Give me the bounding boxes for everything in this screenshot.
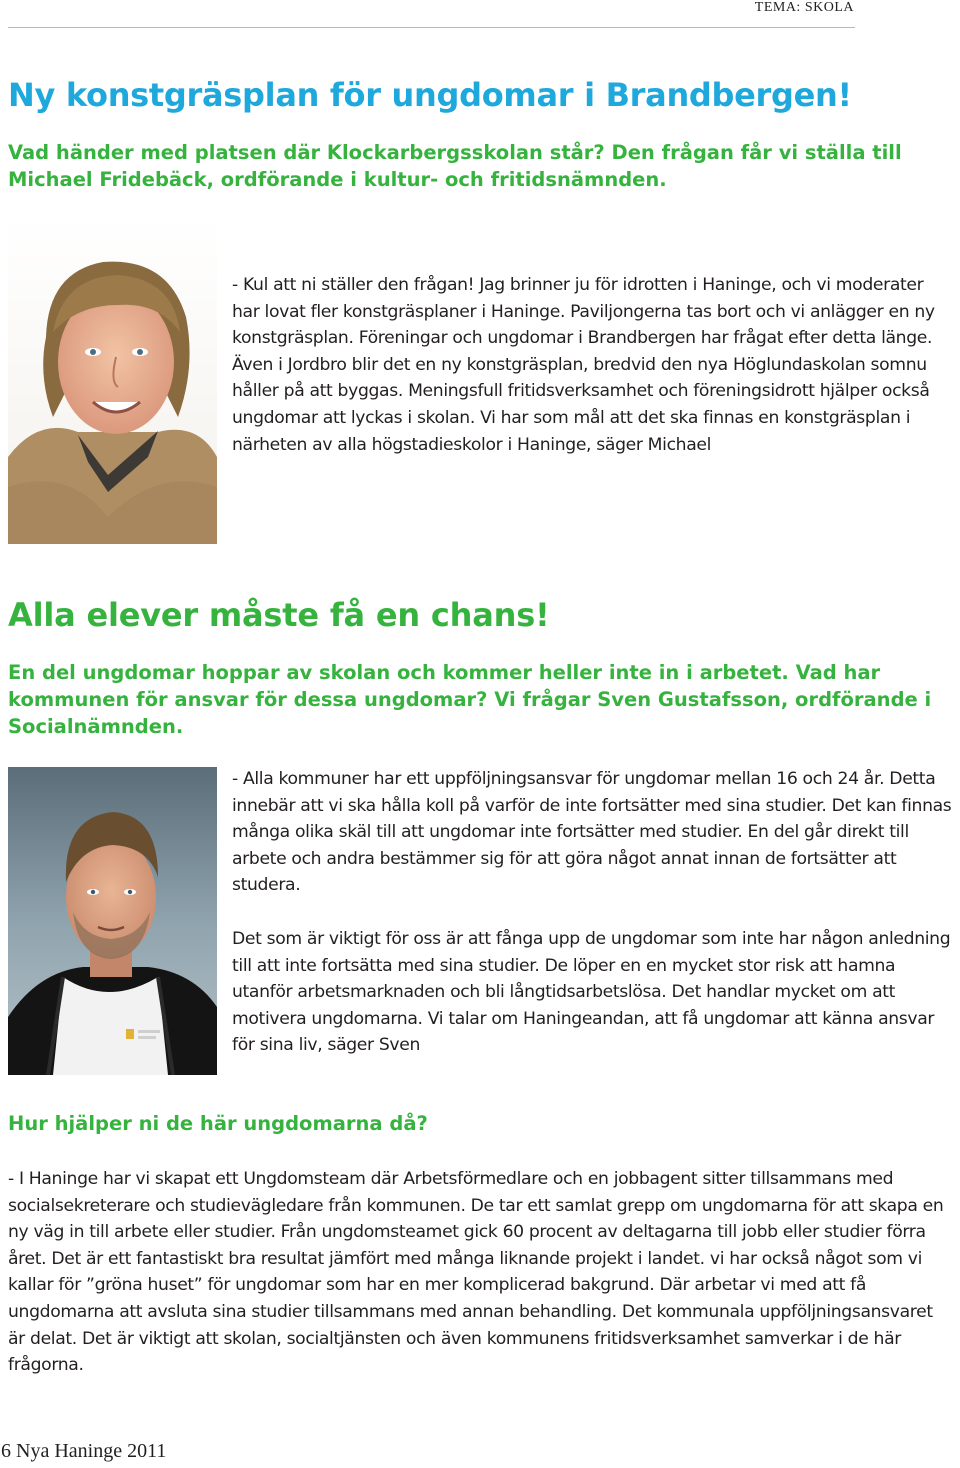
article-2-subheading: Hur hjälper ni de här ungdomarna då?	[8, 1112, 428, 1135]
article-2-body-paragraph-2: Det som är viktigt för oss är att fånga upp de ungdomar som inte har någon anledning till att inte fortsätta med sina studier. De löper en en mycket stor risk att hamna utanför arbetsmarknaden och bli långtidsarbetslösa. Det handlar mycket om att motivera ungdomarna. Vi talar om Haningeandan, att få ungdomar att känna ansvar för sina liv, säger Sven	[232, 929, 951, 1056]
article-title: Ny konstgräsplan för ungdomar i Brandbergen!	[8, 76, 852, 114]
article-2-body-paragraph-1: - Alla kommuner har ett uppföljningsansvar för ungdomar mellan 16 och 24 år. Detta innebär att vi ska hålla koll på varför de inte fortsätter med sina studier. Det kan finnas många olika skäl till att ungdomar inte fortsätter med studier. En del går direkt till arbete och andra bestämmer sig för att göra något annat innan de fortsätter att studera.	[232, 769, 952, 896]
article-2-lead: En del ungdomar hoppar av skolan och kommer heller inte in i arbetet. Vad har kommunen för ansvar för dessa ungdomar? Vi frågar Sven Gustafsson, ordförande i Socialnämnden.	[8, 661, 932, 738]
portrait-photo-2	[8, 767, 217, 1075]
portrait-sven-gustafsson	[8, 767, 217, 1075]
portrait-michael-fridebeck	[8, 217, 217, 544]
section-tag: TEMA: SKOLA	[754, 0, 854, 15]
article-lead: Vad händer med platsen där Klockarbergsskolan står? Den frågan får vi ställa till Michael Fridebäck, ordförande i kultur- och fritidsnämnden.	[8, 141, 902, 191]
article-2-title: Alla elever måste få en chans!	[8, 596, 550, 634]
header-divider	[8, 27, 855, 28]
article-2-body-paragraph-3: - I Haninge har vi skapat ett Ungdomsteam där Arbetsförmedlare och en jobbagent sitter tillsammans med socialsekreterare och studievägledare från kommunen. De tar ett samlat grepp om ungdomarna för att skapa en ny väg in till arbete eller studier. Från ungdomsteamet gick 60 procent av deltagarna till jobb eller studier förra året. Det är ett fantastiskt bra resultat jämfört med många liknande projekt i landet. vi har också något som vi kallar för ”gröna huset” för ungdomar som har en mer komplicerad bakgrund. Där arbetar vi med att få ungdomarna att avsluta sina studier tillsammans med annan behandling. Det kommunala uppföljningsansvaret är delat. Det är viktigt att skolan, socialtjänsten och även kommunens fritidsverksamhet samverkar i de här frågorna.	[8, 1169, 944, 1376]
page-footer: 6 Nya Haninge 2011	[1, 1440, 167, 1462]
article-body: - Kul att ni ställer den frågan! Jag brinner ju för idrotten i Haninge, och vi moderater har lovat fler konstgräsplaner i Haninge. Paviljongerna tas bort och vi anlägger en ny konstgräsplan. Föreningar och ungdomar i Brandbergen har frågat efter detta länge. Även i Jordbro blir det en ny konstgräsplan, bredvid den nya Höglundaskolan somnu håller på att byggas. Meningsfull fritidsverksamhet och föreningsidrott hjälper också ungdomar att lyckas i skolan. Vi har som mål att det ska finnas en konstgräsplan i närheten av alla högstadieskolor i Haninge, säger Michael	[232, 275, 935, 455]
portrait-photo-1	[8, 217, 217, 544]
